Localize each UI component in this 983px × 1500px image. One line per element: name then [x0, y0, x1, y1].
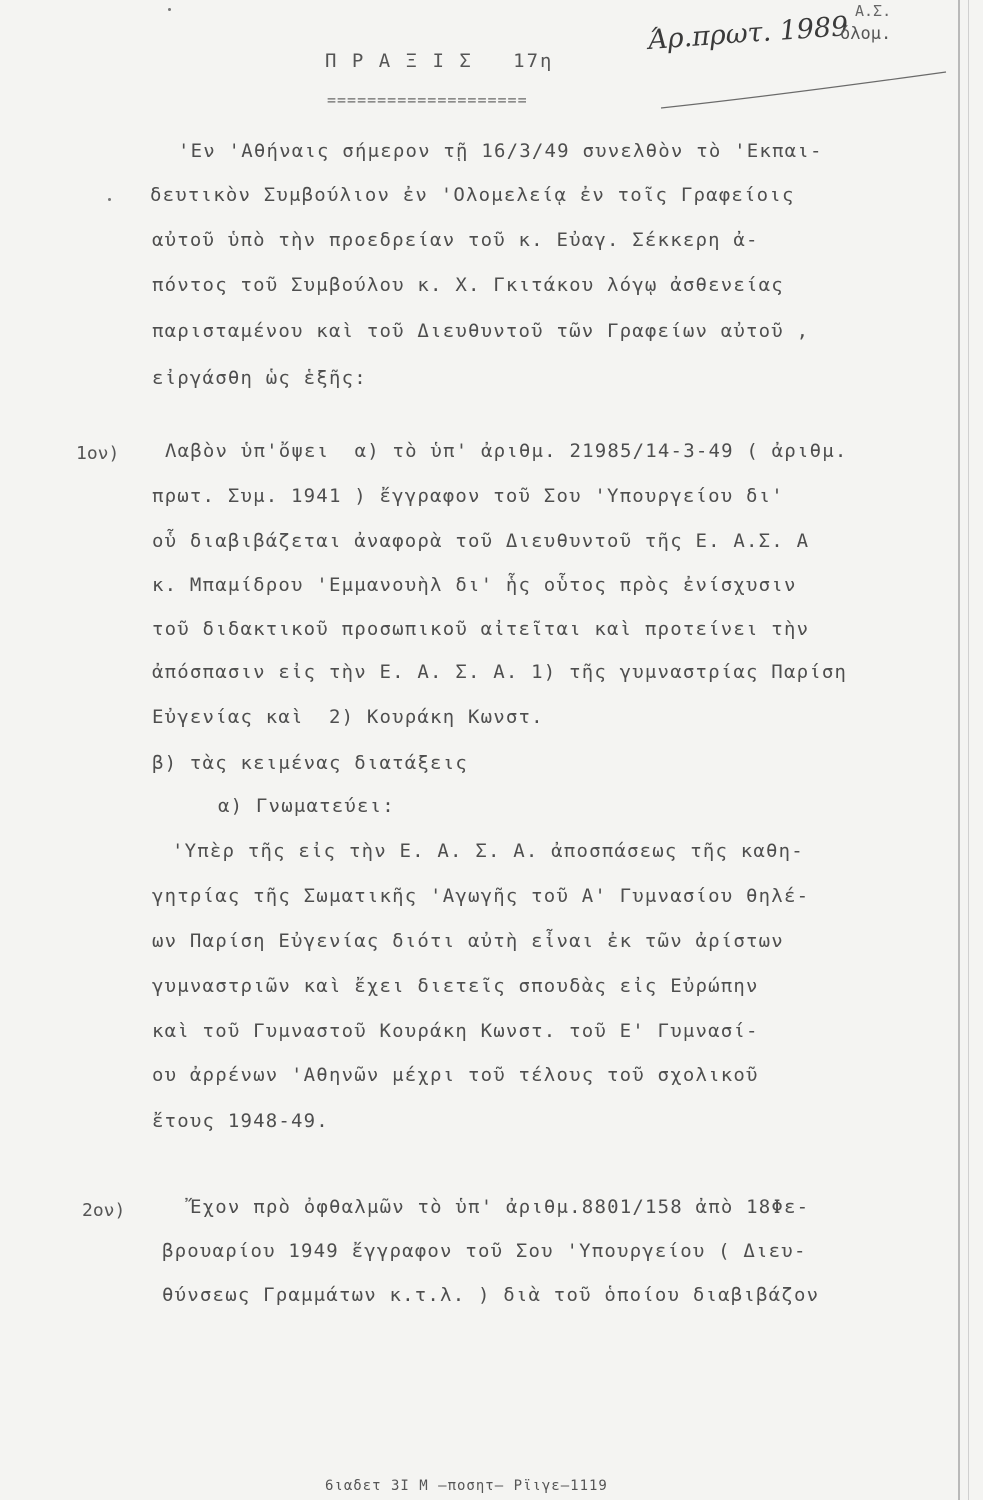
opinion-line: καὶ τοῦ Γυμναστοῦ Κουράκη Κωνστ. τοῦ Ε' Γυμνασί- [152, 1020, 759, 1042]
item-line: κ. Μπαμίδρου 'Εμμανουὴλ δι' ἧς οὗτος πρὸς ἐνίσχυσιν [152, 574, 797, 596]
opinion-heading: α) Γνωματεύει: [218, 795, 395, 817]
item-line: Εὐγενίας καὶ 2) Κουράκη Κωνστ. [152, 706, 544, 728]
title-underline: ==================== [327, 91, 528, 109]
intro-line: πόντος τοῦ Συμβούλου κ. Χ. Γκιτάκου λόγῳ ἀσθενείας [152, 274, 784, 296]
opinion-line: ων Παρίση Εὐγενίας διότι αὐτὴ εἶναι ἐκ τῶν ἀρίστων [152, 930, 784, 952]
item-line: τοῦ διδακτικοῦ προσωπικοῦ αἰτεῖται καὶ προτείνει τὴν [152, 618, 810, 640]
item-line: ἀπόσπασιν εἰς τὴν Ε. Α. Σ. Α. 1) τῆς γυμναστρίας Παρίση [152, 661, 848, 683]
item-line: πρωτ. Συμ. 1941 ) ἔγγραφον τοῦ Σου 'Υπουργείου δι' [152, 485, 784, 507]
item-line: οὗ διαβιβάζεται ἀναφορὰ τοῦ Διευθυντοῦ τῆς Ε. Α.Σ. Α [152, 530, 810, 552]
intro-line: εἰργάσθη ὡς ἑξῆς: [152, 367, 367, 389]
item-line: Ἔχον πρὸ ὀφθαλμῶν τὸ ὑπ' ἀριθμ.8801/158 ἀπὸ 18Φε- [190, 1196, 810, 1218]
ink-speck [168, 8, 171, 11]
page-title: Π Ρ Α Ξ Ι Σ 17η [325, 50, 554, 72]
opinion-line: γυμναστριῶν καὶ ἔχει διετεῖς σπουδὰς εἰς Εὐρώπην [152, 975, 759, 997]
opinion-line: ου ἀρρένων 'Αθηνῶν μέχρι τοῦ τέλους τοῦ σχολικοῦ [152, 1064, 759, 1086]
printer-imprint: 6ιαδετ 3Ι Μ —ποσητ— Ρϊιγε—1119 [325, 1478, 608, 1494]
handwritten-underline [656, 60, 956, 115]
intro-line: 'Εν 'Αθήναις σήμερον τῇ 16/3/49 συνελθὸν τὸ 'Εκπαι- [178, 140, 823, 162]
intro-line: δευτικὸν Συμβούλιον ἐν 'Ολομελείᾳ ἐν τοῖς Γραφείοις [150, 184, 795, 206]
margin-rule [958, 0, 960, 1500]
handwritten-protocol-note: Άρ.πρωτ. 1989 [647, 11, 850, 56]
item-number: 2ον) [82, 1200, 126, 1221]
ink-speck [108, 198, 111, 201]
stamp-abbreviation: Α.Σ. [855, 2, 892, 20]
stamp-plenary: όλομ. [840, 24, 892, 44]
item-line: Λαβὸν ὑπ'ὄψει α) τὸ ὑπ' ἀριθμ. 21985/14-3-49 ( ἀριθμ. [165, 440, 848, 462]
item-line: θύνσεως Γραμμάτων κ.τ.λ. ) διὰ τοῦ ὁποίου διαβιβάζον [162, 1284, 820, 1306]
opinion-line: γητρίας τῆς Σωματικῆς 'Αγωγῆς τοῦ Α' Γυμνασίου θηλέ- [152, 885, 810, 907]
opinion-line: 'Υπὲρ τῆς εἰς τὴν Ε. Α. Σ. Α. ἀποσπάσεως τῆς καθη- [172, 840, 804, 862]
item-line: β) τὰς κειμένας διατάξεις [152, 752, 468, 774]
item-line: βρουαρίου 1949 ἔγγραφον τοῦ Σου 'Υπουργείου ( Διευ- [162, 1240, 807, 1262]
item-number: 1ον) [76, 443, 120, 464]
margin-rule-secondary [968, 0, 969, 1500]
intro-line: παρισταμένου καὶ τοῦ Διευθυντοῦ τῶν Γραφείων αὐτοῦ , [152, 320, 810, 342]
opinion-line: ἔτους 1948-49. [152, 1110, 329, 1132]
intro-line: αὐτοῦ ὑπὸ τὴν προεδρείαν τοῦ κ. Εὐαγ. Σέκκερη ἀ- [152, 229, 759, 251]
